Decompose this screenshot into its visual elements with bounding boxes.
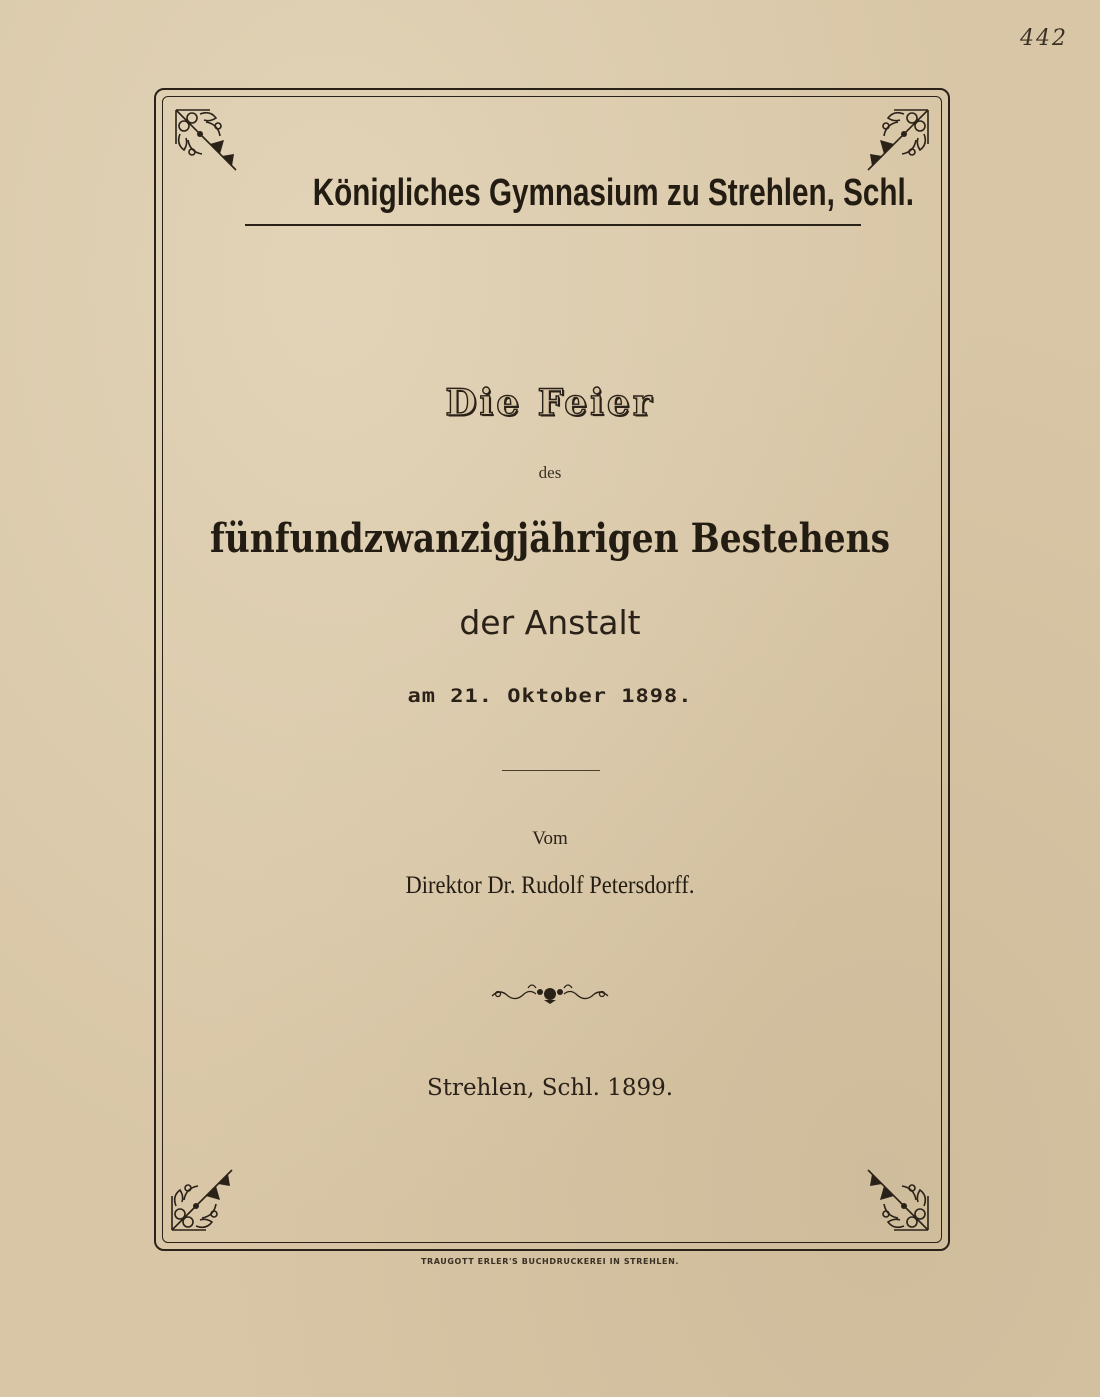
folio-number: 442 bbox=[1020, 26, 1068, 51]
author-name: Direktor Dr. Rudolf Petersdorff. bbox=[405, 872, 695, 899]
event-date: am 21. Oktober 1898. bbox=[407, 685, 693, 708]
section-divider bbox=[502, 770, 600, 771]
place-and-year: Strehlen, Schl. 1899. bbox=[426, 1075, 674, 1101]
corner-ornament-icon bbox=[862, 1164, 934, 1236]
printer-imprint: TRAUGOTT ERLER'S BUCHDRUCKEREI IN STREHLEN. bbox=[420, 1257, 680, 1266]
header-rule bbox=[245, 224, 861, 226]
corner-ornament-icon bbox=[166, 1164, 238, 1236]
document-title: Die Feier bbox=[445, 382, 655, 424]
inner-border bbox=[162, 96, 942, 1243]
school-name: Königliches Gymnasium zu Strehlen, Schl. bbox=[312, 172, 914, 214]
title-connector: des bbox=[538, 463, 562, 482]
corner-ornament-icon bbox=[170, 104, 242, 176]
document-subheadline: der Anstalt bbox=[459, 603, 641, 642]
author-prefix: Vom bbox=[532, 828, 568, 849]
corner-ornament-icon bbox=[862, 104, 934, 176]
floral-vignette-icon bbox=[488, 980, 612, 1006]
document-headline: fünfundzwanzigjährigen Bestehens bbox=[209, 515, 891, 562]
